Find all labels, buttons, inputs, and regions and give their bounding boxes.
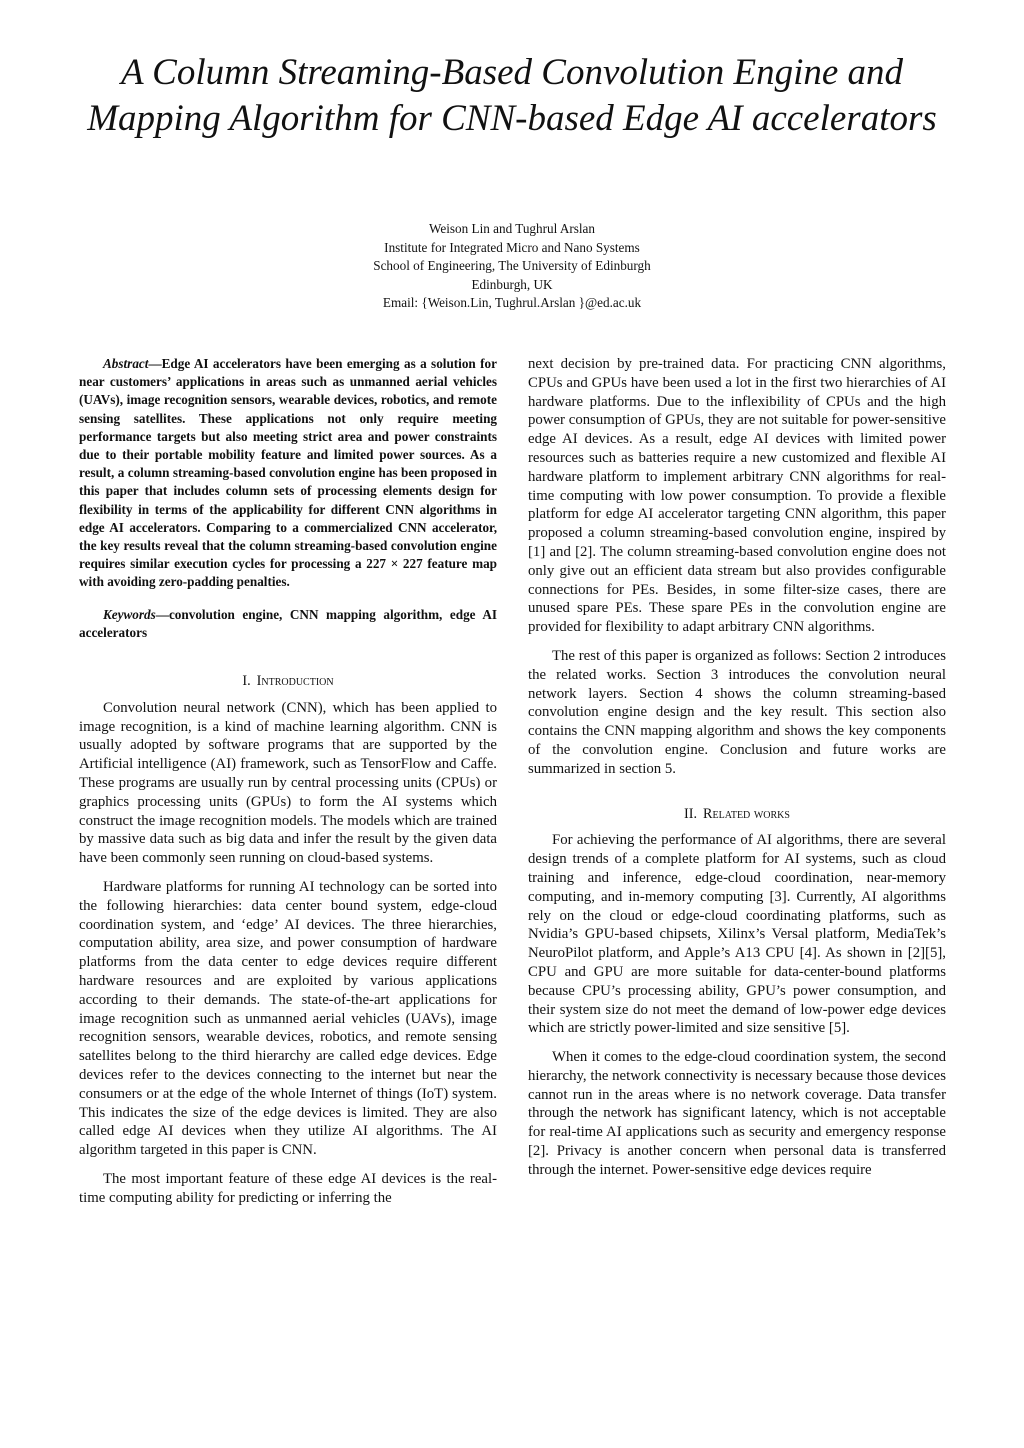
author-email: Email: {Weison.Lin, Tughrul.Arslan }@ed.ac.uk (382, 295, 642, 310)
affiliation-school: School of Engineering, The University of Edinburgh (373, 258, 651, 273)
intro-paragraph-3-continued: next decision by pre-trained data. For practicing CNN algorithms, CPUs and GPUs have been used a lot in the first two hierarchies of AI hardware platforms. Due to the inflexibility of CPUs and the high power consumption of GPUs, they are not suitable for power-sensitive edge AI devices. As a result, edge AI devices with limited power resources such as batteries require a new customized and flexible AI hardware platform to implement arbitrary CNN algorithms for real-time computing with low power consumption. To provide a flexible platform for edge AI accelerator targeting CNN algorithm, this paper proposed a column streaming-based convolution engine, inspired by [1] and [2]. The column streaming-based convolution engine does not only give out an efficient data stream but also provides configurable connections for PEs. Besides, in some filter-size cases, there are unused spare PEs. These spare PEs in the convolution engine are provided for flexibility to adapt arbitrary CNN algorithms. (528, 356, 946, 636)
section-title: Related works (703, 805, 790, 822)
abstract (79, 355, 497, 592)
affiliation-location: Edinburgh, UK (471, 276, 553, 292)
section-number: II. (684, 805, 698, 822)
keywords-label: Keywords (103, 606, 156, 622)
left-column (79, 355, 497, 1218)
intro-paragraph-4: The rest of this paper is organized as follows: Section 2 introduces the related works. Section 3 introduces the convolution neural network layers. Section 4 shows the column streaming-based convolution engine design and the key result. This section also contains the CNN mapping algorithm and shows the key components of the convolution engine. Conclusion and future works are summarized in section 5. (528, 647, 946, 777)
author-block (200, 220, 824, 313)
intro-paragraph-1: Convolution neural network (CNN), which has been applied to image recognition, is a kind of machine learning algorithm. CNN is usually adopted by software programs that are supported by the Artificial intelligence (AI) framework, such as TensorFlow and Caffe. These programs are usually run by central processing units (CPUs) or graphics processing units (GPUs) to form the AI systems which construct the image recognition models. The models which are trained by massive data such as big data and infer the result by the given data have been commonly seen running on cloud-based systems. (79, 699, 497, 867)
abstract-label: Abstract (103, 356, 149, 371)
section-number: I. (242, 673, 251, 690)
related-paragraph-2: When it comes to the edge-cloud coordination system, the second hierarchy, the network connectivity is necessary because those devices cannot run in the areas where is no network coverage. Data transfer through the network has significant latency, which is not acceptable for real-time AI applications such as security and emergency response [2]. Privacy is another concern when personal data is transferred through the internet. Power-sensitive edge devices require (528, 1049, 946, 1178)
author-names: Weison Lin and Tughrul Arslan (429, 221, 595, 236)
intro-paragraph-3: The most important feature of these edge AI devices is the real-time computing ability for predicting or inferring the (79, 1170, 497, 1206)
intro-paragraph-2: Hardware platforms for running AI technology can be sorted into the following hierarchies: data center bound system, edge-cloud coordination system, and ‘edge’ AI devices. The three hierarchies, computation ability, area size, and power consumption of hardware platforms from the data center to edge devices require different hardware resources and are exploited by various applications according to their demands. The state-of-the-art applications for image recognition such as unmanned aerial vehicles (UAVs), image recognition sensors, wearable devices, robotics, and remote sensing satellites belong to the third hierarchy are called edge devices. Edge devices refer to the devices connecting to the internet but near the consumers or at the edge of the whole Internet of things (IoT) system. This indicates the size of the edge devices is limited. They are also called edge AI devices when they utilize AI algorithms. The AI algorithm targeted in this paper is CNN. (79, 879, 497, 1159)
related-paragraph-1: For achieving the performance of AI algorithms, there are several design trends of a complete platform for AI systems, such as cloud training and inference, edge-cloud coordination, near-memory computing, and in-memory computing [3]. Currently, AI algorithms rely on the cloud or edge-cloud coordinating platforms, such as Nvidia’s GPU-based chipsets, Xilinx’s Versal platform, MediaTek’s NeuroPilot platform, and Apple’s A13 CPU [4]. As shown in [2][5], CPU and GPU are more suitable for data-center-bound platforms because CPU’s processing ability, GPU’s power consumption, and their system size do not meet the demand of low-power edge devices which are strictly power-limited and size sensitive [5]. (528, 832, 946, 1037)
abstract-text: —Edge AI accelerators have been emerging as a solution for near customers’ applications in areas such as unmanned aerial vehicles (UAVs), image recognition sensors, wearable devices, robotics, and remote sensing satellites. These applications not only require meeting performance targets but also meeting strict area and power constraints due to their portable mobility feature and limited power sources. As a result, a column streaming-based convolution engine has been proposed in this paper that includes column sets of processing elements design for flexibility in terms of the applicability for different CNN algorithms in edge AI accelerators. Comparing to a commercialized CNN accelerator, the key results reveal that the column streaming-based convolution engine requires similar execution cycles for processing a 227 × 227 feature map with avoiding zero-padding penalties. (79, 356, 497, 590)
paper-title: A Column Streaming-Based Convolution Engine and Mapping Algorithm for CNN-based Edge AI accelerators (87, 52, 937, 139)
section-title: Introduction (256, 673, 334, 690)
right-column (528, 355, 946, 1190)
section-heading-introduction (79, 672, 497, 691)
affiliation-institute: Institute for Integrated Micro and Nano Systems (384, 239, 640, 255)
keywords (79, 606, 497, 642)
keywords-text: —convolution engine, CNN mapping algorithm, edge AI accelerators (79, 606, 497, 640)
section-heading-related-works (528, 805, 946, 824)
